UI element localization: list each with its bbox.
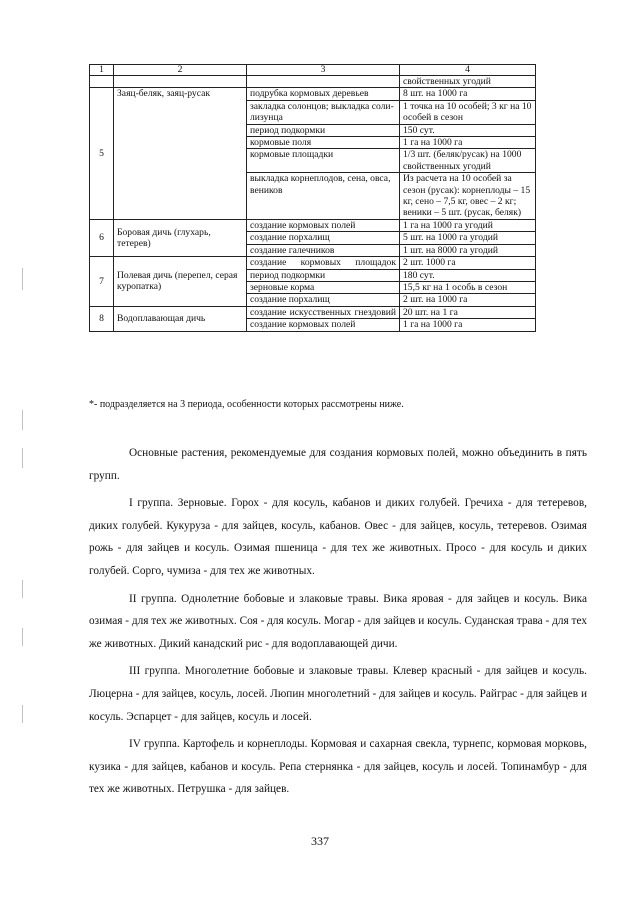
table-footnote: *- подразделяется на 3 периода, особенности которых рассмотрены ниже. [89,399,404,410]
table-header-cell: 3 [247,65,400,76]
table-row [90,88,536,100]
activity-cell: подрубка кормовых деревьев [247,88,400,100]
table-row [90,76,536,88]
body-text [89,442,587,801]
activity-cell: создание кормовых полей [247,219,400,231]
activity-cell: кормовые поля [247,137,400,149]
scan-artifact [22,580,23,598]
activity-cell: период подкормки [247,124,400,136]
activity-cell: создание галечников [247,244,400,256]
row-number-cell: 6 [90,219,114,256]
species-cell: Водоплавающая дичь [114,306,247,331]
norm-cell: 1 шт. на 8000 га угодий [400,244,536,256]
norm-cell: 15,5 кг на 1 особь в сезон [400,281,536,293]
species-cell: Заяц-беляк, заяц-русак [114,88,247,219]
row-number-cell [90,76,114,88]
norm-cell: 1/3 шт. (беляк/русак) на 1000 свойственных угодий [400,149,536,173]
page-number: 337 [311,834,329,848]
row-number-cell: 5 [90,88,114,219]
feeding-norms-table [89,64,536,332]
table-header-cell: 1 [90,65,114,76]
table-header-cell: 2 [114,65,247,76]
scan-artifact [22,268,23,290]
norm-cell: Из расчета на 10 особей за сезон (русак): корнеплоды – 15 кг, сено – 7,5 кг, овес – 2 кг; веники – 5 шт. (русак, беляк) [400,173,536,220]
norm-cell: 20 шт. на 1 га [400,306,536,318]
species-cell [114,76,247,88]
table-row [90,306,536,318]
norm-cell: 1 га на 1000 га [400,137,536,149]
norm-cell: свойственных угодий [400,76,536,88]
activity-cell: закладка солонцов; выкладка соли-лизунца [247,100,400,124]
scan-artifact [22,410,23,430]
activity-cell: период подкормки [247,269,400,281]
norm-cell: 1 точка на 10 особей; 3 кг на 10 особей в сезон [400,100,536,124]
activity-cell: зерновые корма [247,281,400,293]
norm-cell: 1 га на 1000 га [400,319,536,331]
activity-cell: создание порхалищ [247,232,400,244]
row-number-cell: 8 [90,306,114,331]
scan-artifact [22,705,23,723]
activity-cell: создание кормовых полей [247,319,400,331]
paragraph: I группа. Зерновые. Горох - для косуль, кабанов и диких голубей. Гречиха - для тетеревов, диких голубей. Кукуруза - для зайцев, косуль, кабанов. Овес - для зайцев, косуль, тетеревов. Озимая рожь - для зайцев и косуль. Озимая пшеница - для тех же животных. Просо - для косуль и диких голубей. Сорго, чумиза - для тех же животных. [89,497,587,577]
table-row [90,219,536,231]
paragraph: III группа. Многолетние бобовые и злаковые травы. Клевер красный - для зайцев и косуль. Люцерна - для зайцев, косуль, лосей. Люпин многолетний - для зайцев и косуль. Райграс - для зайцев и косуль. Эспарцет - для зайцев, косуль и лосей. [89,665,587,723]
norm-cell: 1 га на 1000 га угодий [400,219,536,231]
activity-cell: выкладка корнеплодов, сена, овса, веников [247,173,400,220]
scan-artifact [22,448,23,468]
norm-cell: 8 шт. на 1000 га [400,88,536,100]
species-cell: Боровая дичь (глухарь, тетерев) [114,219,247,256]
row-number-cell: 7 [90,257,114,307]
norm-cell: 2 шт. 1000 га [400,257,536,269]
activity-cell: создание кормовых площадок [247,257,400,269]
activity-cell: создание порхалищ [247,294,400,306]
paragraph: Основные растения, рекомендуемые для создания кормовых полей, можно объединить в пять групп. [89,447,587,482]
norm-cell: 180 сут. [400,269,536,281]
activity-cell [247,76,400,88]
table-header-cell: 4 [400,65,536,76]
species-cell: Полевая дичь (перепел, серая куропатка) [114,257,247,307]
activity-cell: создание искусственных гнездовий [247,306,400,318]
norm-cell: 150 сут. [400,124,536,136]
norm-cell: 5 шт. на 1000 га угодий [400,232,536,244]
paragraph: IV группа. Картофель и корнеплоды. Кормовая и сахарная свекла, турнепс, кормовая морковь, кузика - для зайцев, кабанов и косуль. Репа стернянка - для зайцев, косуль и лосей. Топинамбур - для тех же животных. Петрушка - для зайцев. [89,738,587,796]
activity-cell: кормовые площадки [247,149,400,173]
paragraph: II группа. Однолетние бобовые и злаковые травы. Вика яровая - для зайцев и косуль. Вика озимая - для тех же животных. Соя - для косуль. Могар - для зайцев и косуль. Суданская трава - для тех же животных. Дикий канадский рис - для водоплавающей дичи. [89,592,587,650]
table-header-row [90,65,536,76]
norm-cell: 2 шт. на 1000 га [400,294,536,306]
scan-artifact [22,628,23,646]
table-row [90,257,536,269]
